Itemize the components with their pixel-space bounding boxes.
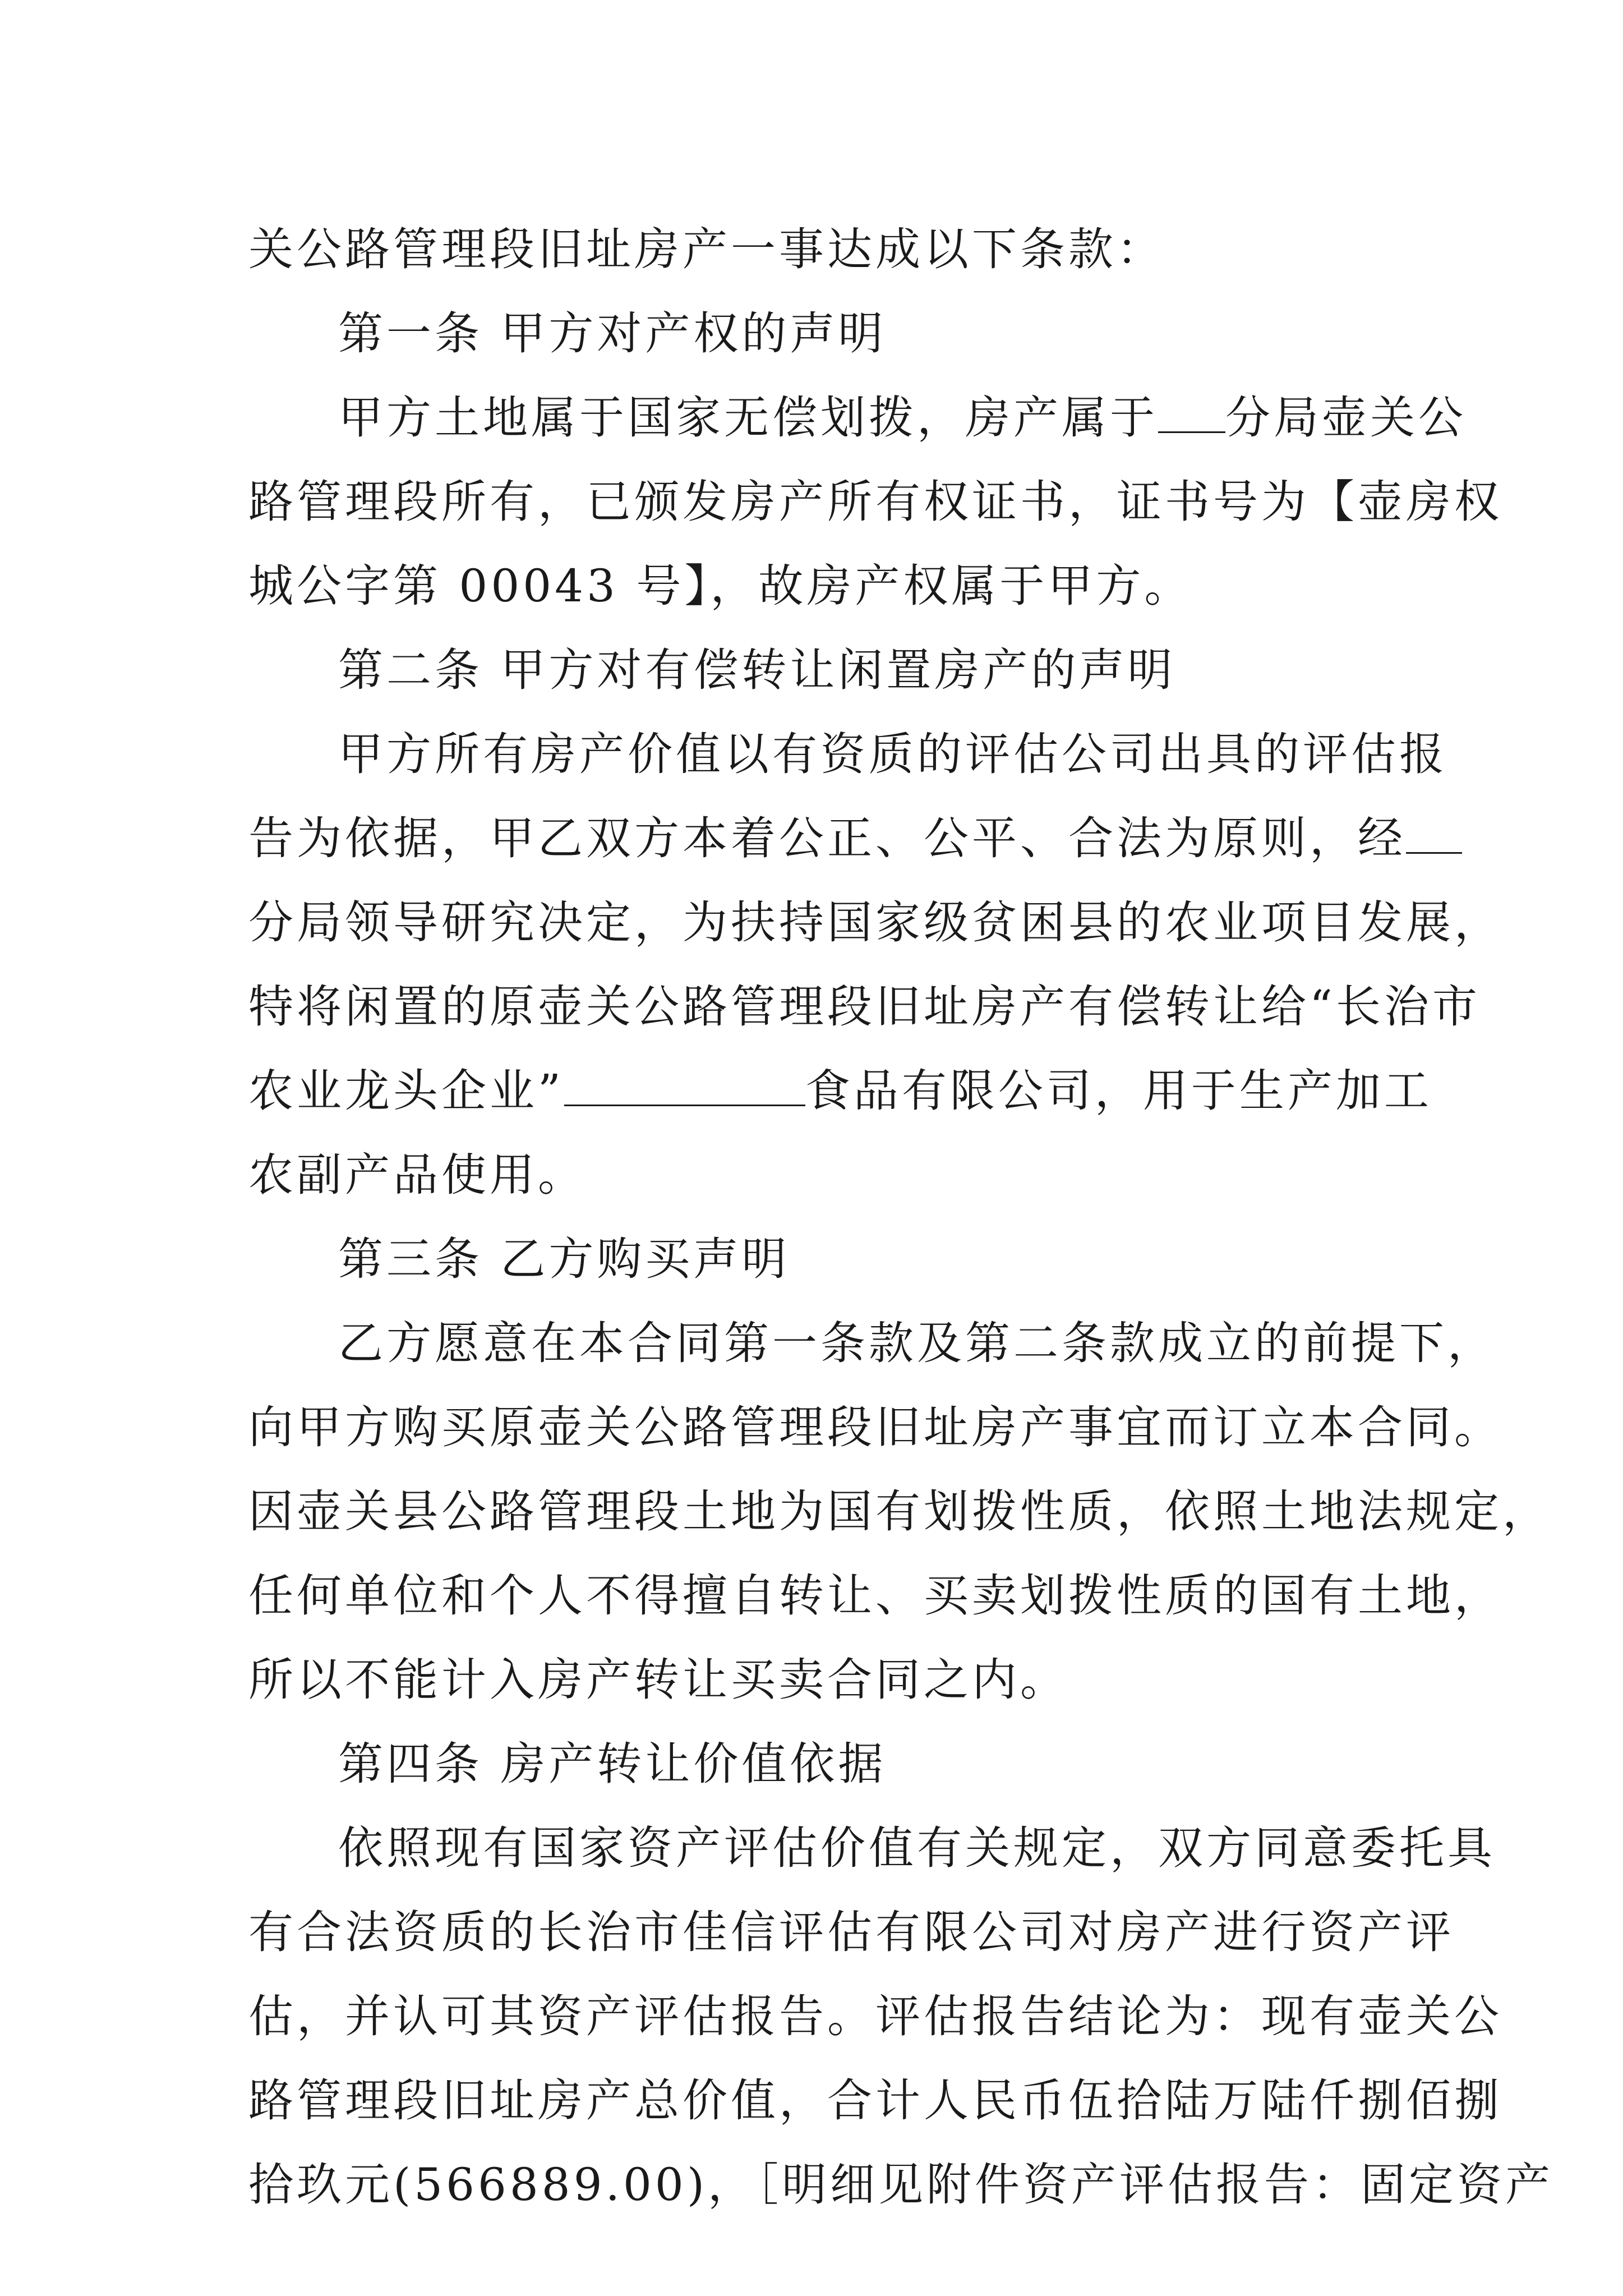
line-text: 向甲方购买原壶关公路管理段旧址房产事宜而订立本合同。 xyxy=(248,1401,1502,1453)
line-text: 依照现有国家资产评估价值有关规定，双方同意委托具 xyxy=(338,1822,1496,1874)
paragraph-line xyxy=(248,460,1502,544)
paragraph-line xyxy=(248,376,1467,460)
paragraph-line xyxy=(248,1049,1432,1133)
paragraph-line xyxy=(248,2059,1502,2143)
line-text: 分局壶关公 xyxy=(1225,392,1467,444)
paragraph-line xyxy=(248,1386,1502,1470)
heading-text: 第四条 房产转让价值依据 xyxy=(338,1738,887,1790)
line-text: 关公路管理段旧址房产一事达成以下条款： xyxy=(248,223,1165,275)
article-heading xyxy=(248,1217,1381,1301)
line-text: 城公字第 00043 号】，故房产权属于甲方。 xyxy=(248,560,1193,612)
paragraph-line xyxy=(248,881,1502,965)
fill-in-blank xyxy=(564,1060,805,1106)
paragraph-line xyxy=(248,544,1381,628)
line-text: 所以不能计入房产转让买卖合同之内。 xyxy=(248,1654,1068,1706)
line-text: 乙方愿意在本合同第一条款及第二条款成立的前提下， xyxy=(338,1317,1496,1369)
line-text: 估，并认可其资产评估报告。评估报告结论为：现有壶关公 xyxy=(248,1990,1502,2042)
line-text: 有合法资质的长治市佳信评估有限公司对房产进行资产评 xyxy=(248,1906,1454,1958)
fill-in-blank xyxy=(1406,807,1462,854)
paragraph-line xyxy=(248,1554,1502,1638)
paragraph-line xyxy=(248,2143,1554,2227)
line-text: 路管理段旧址房产总价值，合计人民币伍拾陆万陆仟捌佰捌 xyxy=(248,2074,1502,2127)
line-text: 甲方所有房产价值以有资质的评估公司出具的评估报 xyxy=(338,728,1447,780)
line-text: 农业龙头企业” xyxy=(248,1065,564,1117)
paragraph-line xyxy=(248,712,1447,797)
paragraph-line xyxy=(248,1975,1502,2059)
paragraph-line xyxy=(248,1301,1496,1386)
paragraph-line xyxy=(248,1806,1496,1890)
line-text: 因壶关县公路管理段土地为国有划拨性质，依照土地法规定， xyxy=(248,1485,1551,1538)
heading-text: 第三条 乙方购买声明 xyxy=(338,1233,790,1285)
paragraph-line xyxy=(248,797,1406,881)
line-text: 甲方土地属于国家无偿划拨，房产属于 xyxy=(338,392,1158,444)
paragraph-line xyxy=(248,1890,1454,1975)
article-heading xyxy=(248,292,1381,376)
article-heading xyxy=(248,1722,1381,1806)
line-text: 路管理段所有，已颁发房产所有权证书，证书号为【壶房权 xyxy=(248,476,1502,528)
heading-text: 第二条 甲方对有偿转让闲置房产的声明 xyxy=(338,644,1176,696)
paragraph-line xyxy=(248,965,1481,1049)
heading-text: 第一条 甲方对产权的声明 xyxy=(338,307,887,360)
paragraph-line xyxy=(248,208,1381,292)
document-body xyxy=(248,208,1554,2227)
line-text: 特将闲置的原壶关公路管理段旧址房产有偿转让给“长治市 xyxy=(248,981,1481,1033)
line-text: 分局领导研究决定，为扶持国家级贫困县的农业项目发展， xyxy=(248,896,1502,949)
paragraph-line xyxy=(248,1638,1381,1722)
line-text: 任何单位和个人不得擅自转让、买卖划拨性质的国有土地， xyxy=(248,1570,1502,1622)
line-text: 拾玖元(566889.00)，［明细见附件资产评估报告：固定资产 xyxy=(248,2159,1554,2211)
line-text: 食品有限公司，用于生产加工 xyxy=(805,1065,1432,1117)
fill-in-blank xyxy=(1158,386,1225,433)
article-heading xyxy=(248,628,1381,712)
line-text: 告为依据，甲乙双方本着公正、公平、合法为原则，经 xyxy=(248,812,1406,864)
line-text: 农副产品使用。 xyxy=(248,1149,586,1201)
paragraph-line xyxy=(248,1470,1551,1554)
paragraph-line xyxy=(248,1133,1381,1217)
